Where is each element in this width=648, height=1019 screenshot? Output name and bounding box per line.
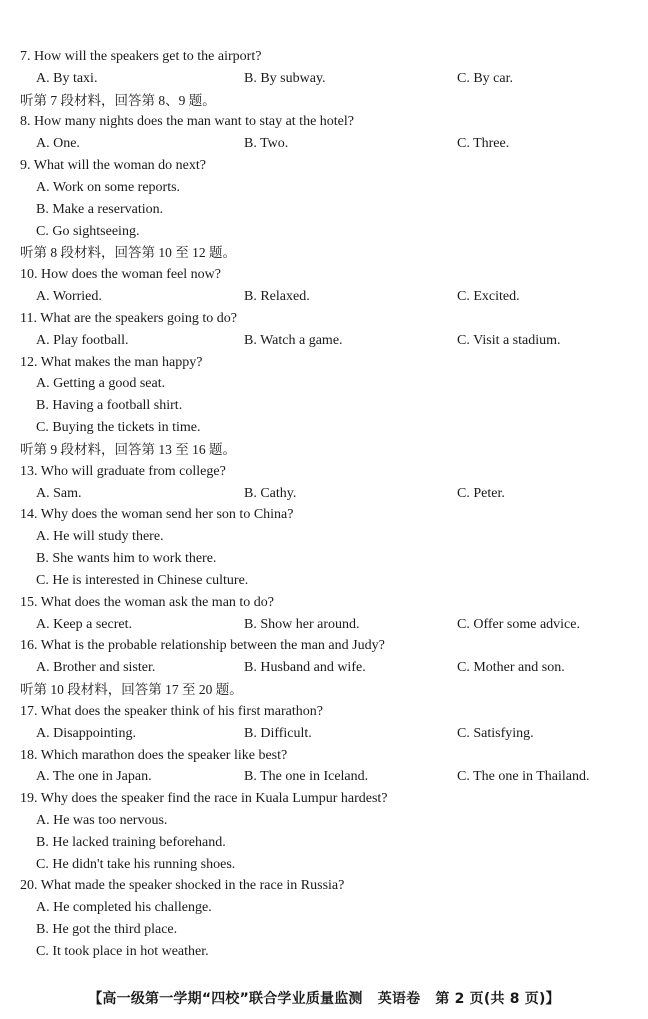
- option-a: A. Brother and sister.: [36, 660, 156, 676]
- option-b: B. Show her around.: [244, 616, 360, 632]
- option-c: C. Offer some advice.: [457, 616, 580, 632]
- section-instruction: 听第 7 段材料，回答第 8、9 题。: [20, 92, 216, 108]
- option-a: A. Worried.: [36, 289, 102, 305]
- question-stem: 8. How many nights does the man want to stay at the hotel?: [20, 114, 354, 130]
- option-b: B. Watch a game.: [244, 332, 343, 348]
- option-c: C. Peter.: [457, 485, 505, 501]
- option-line: B. She wants him to work there.: [36, 551, 217, 567]
- option-line: B. He lacked training beforehand.: [36, 834, 226, 850]
- footer-page-number: 第 2 页(共 8 页)】: [435, 991, 560, 1007]
- option-line: A. Work on some reports.: [36, 179, 181, 195]
- section-instruction: 听第 8 段材料，回答第 10 至 12 题。: [20, 245, 236, 261]
- question-stem: 20. What made the speaker shocked in the race in Russia?: [20, 878, 345, 894]
- option-line: A. He will study there.: [36, 529, 164, 545]
- option-b: B. Difficult.: [244, 725, 312, 741]
- option-line: B. He got the third place.: [36, 922, 178, 938]
- options-row: [20, 133, 640, 155]
- option-line: C. Buying the tickets in time.: [36, 420, 201, 436]
- option-a: A. Disappointing.: [36, 725, 136, 741]
- option-line: A. He was too nervous.: [36, 812, 168, 828]
- question-stem: 19. Why does the speaker find the race in Kuala Lumpur hardest?: [20, 791, 388, 807]
- option-line: B. Make a reservation.: [36, 201, 164, 217]
- options-row: [20, 330, 640, 352]
- option-a: A. By taxi.: [36, 70, 98, 86]
- question-stem: 9. What will the woman do next?: [20, 158, 206, 174]
- question-stem: 10. How does the woman feel now?: [20, 267, 222, 283]
- options-row: [20, 657, 640, 679]
- options-row: [20, 766, 640, 788]
- footer-exam-title: 【高一级第一学期“四校”联合学业质量监测: [88, 991, 363, 1007]
- option-c: C. The one in Thailand.: [457, 769, 590, 785]
- question-stem: 11. What are the speakers going to do?: [20, 310, 237, 326]
- option-a: A. The one in Japan.: [36, 769, 152, 785]
- option-a: A. Play football.: [36, 332, 129, 348]
- option-line: C. Go sightseeing.: [36, 223, 140, 239]
- options-row: [20, 68, 640, 90]
- question-stem: 16. What is the probable relationship between the man and Judy?: [20, 638, 385, 654]
- question-stem: 15. What does the woman ask the man to do?: [20, 594, 275, 610]
- option-line: C. It took place in hot weather.: [36, 943, 209, 959]
- options-row: [20, 286, 640, 308]
- option-c: C. Three.: [457, 136, 510, 152]
- options-row: [20, 483, 640, 505]
- question-stem: 12. What makes the man happy?: [20, 354, 203, 370]
- section-instruction: 听第 9 段材料，回答第 13 至 16 题。: [20, 441, 236, 457]
- option-line: A. He completed his challenge.: [36, 900, 212, 916]
- option-line: C. He didn't take his running shoes.: [36, 856, 236, 872]
- option-b: B. Two.: [244, 136, 289, 152]
- option-b: B. By subway.: [244, 70, 326, 86]
- question-stem: 14. Why does the woman send her son to China?: [20, 507, 294, 523]
- options-row: [20, 614, 640, 636]
- question-stem: 18. Which marathon does the speaker like best?: [20, 747, 288, 763]
- option-a: A. One.: [36, 136, 80, 152]
- option-c: C. Visit a stadium.: [457, 332, 561, 348]
- footer-subject: 英语卷: [377, 991, 421, 1007]
- option-line: C. He is interested in Chinese culture.: [36, 572, 249, 588]
- question-stem: 13. Who will graduate from college?: [20, 463, 226, 479]
- option-c: C. Excited.: [457, 289, 520, 305]
- question-stem: 17. What does the speaker think of his first marathon?: [20, 703, 323, 719]
- option-c: C. By car.: [457, 70, 513, 86]
- question-list: [20, 46, 640, 963]
- option-b: B. Husband and wife.: [244, 660, 366, 676]
- option-a: A. Keep a secret.: [36, 616, 133, 632]
- option-b: B. Cathy.: [244, 485, 297, 501]
- option-line: B. Having a football shirt.: [36, 398, 183, 414]
- options-row: [20, 723, 640, 745]
- option-line: A. Getting a good seat.: [36, 376, 166, 392]
- page-footer: [0, 988, 648, 1008]
- section-instruction: 听第 10 段材料，回答第 17 至 20 题。: [20, 682, 243, 698]
- option-b: B. Relaxed.: [244, 289, 310, 305]
- option-a: A. Sam.: [36, 485, 82, 501]
- option-c: C. Mother and son.: [457, 660, 565, 676]
- option-b: B. The one in Iceland.: [244, 769, 369, 785]
- option-c: C. Satisfying.: [457, 725, 534, 741]
- question-stem: 7. How will the speakers get to the airport?: [20, 49, 262, 64]
